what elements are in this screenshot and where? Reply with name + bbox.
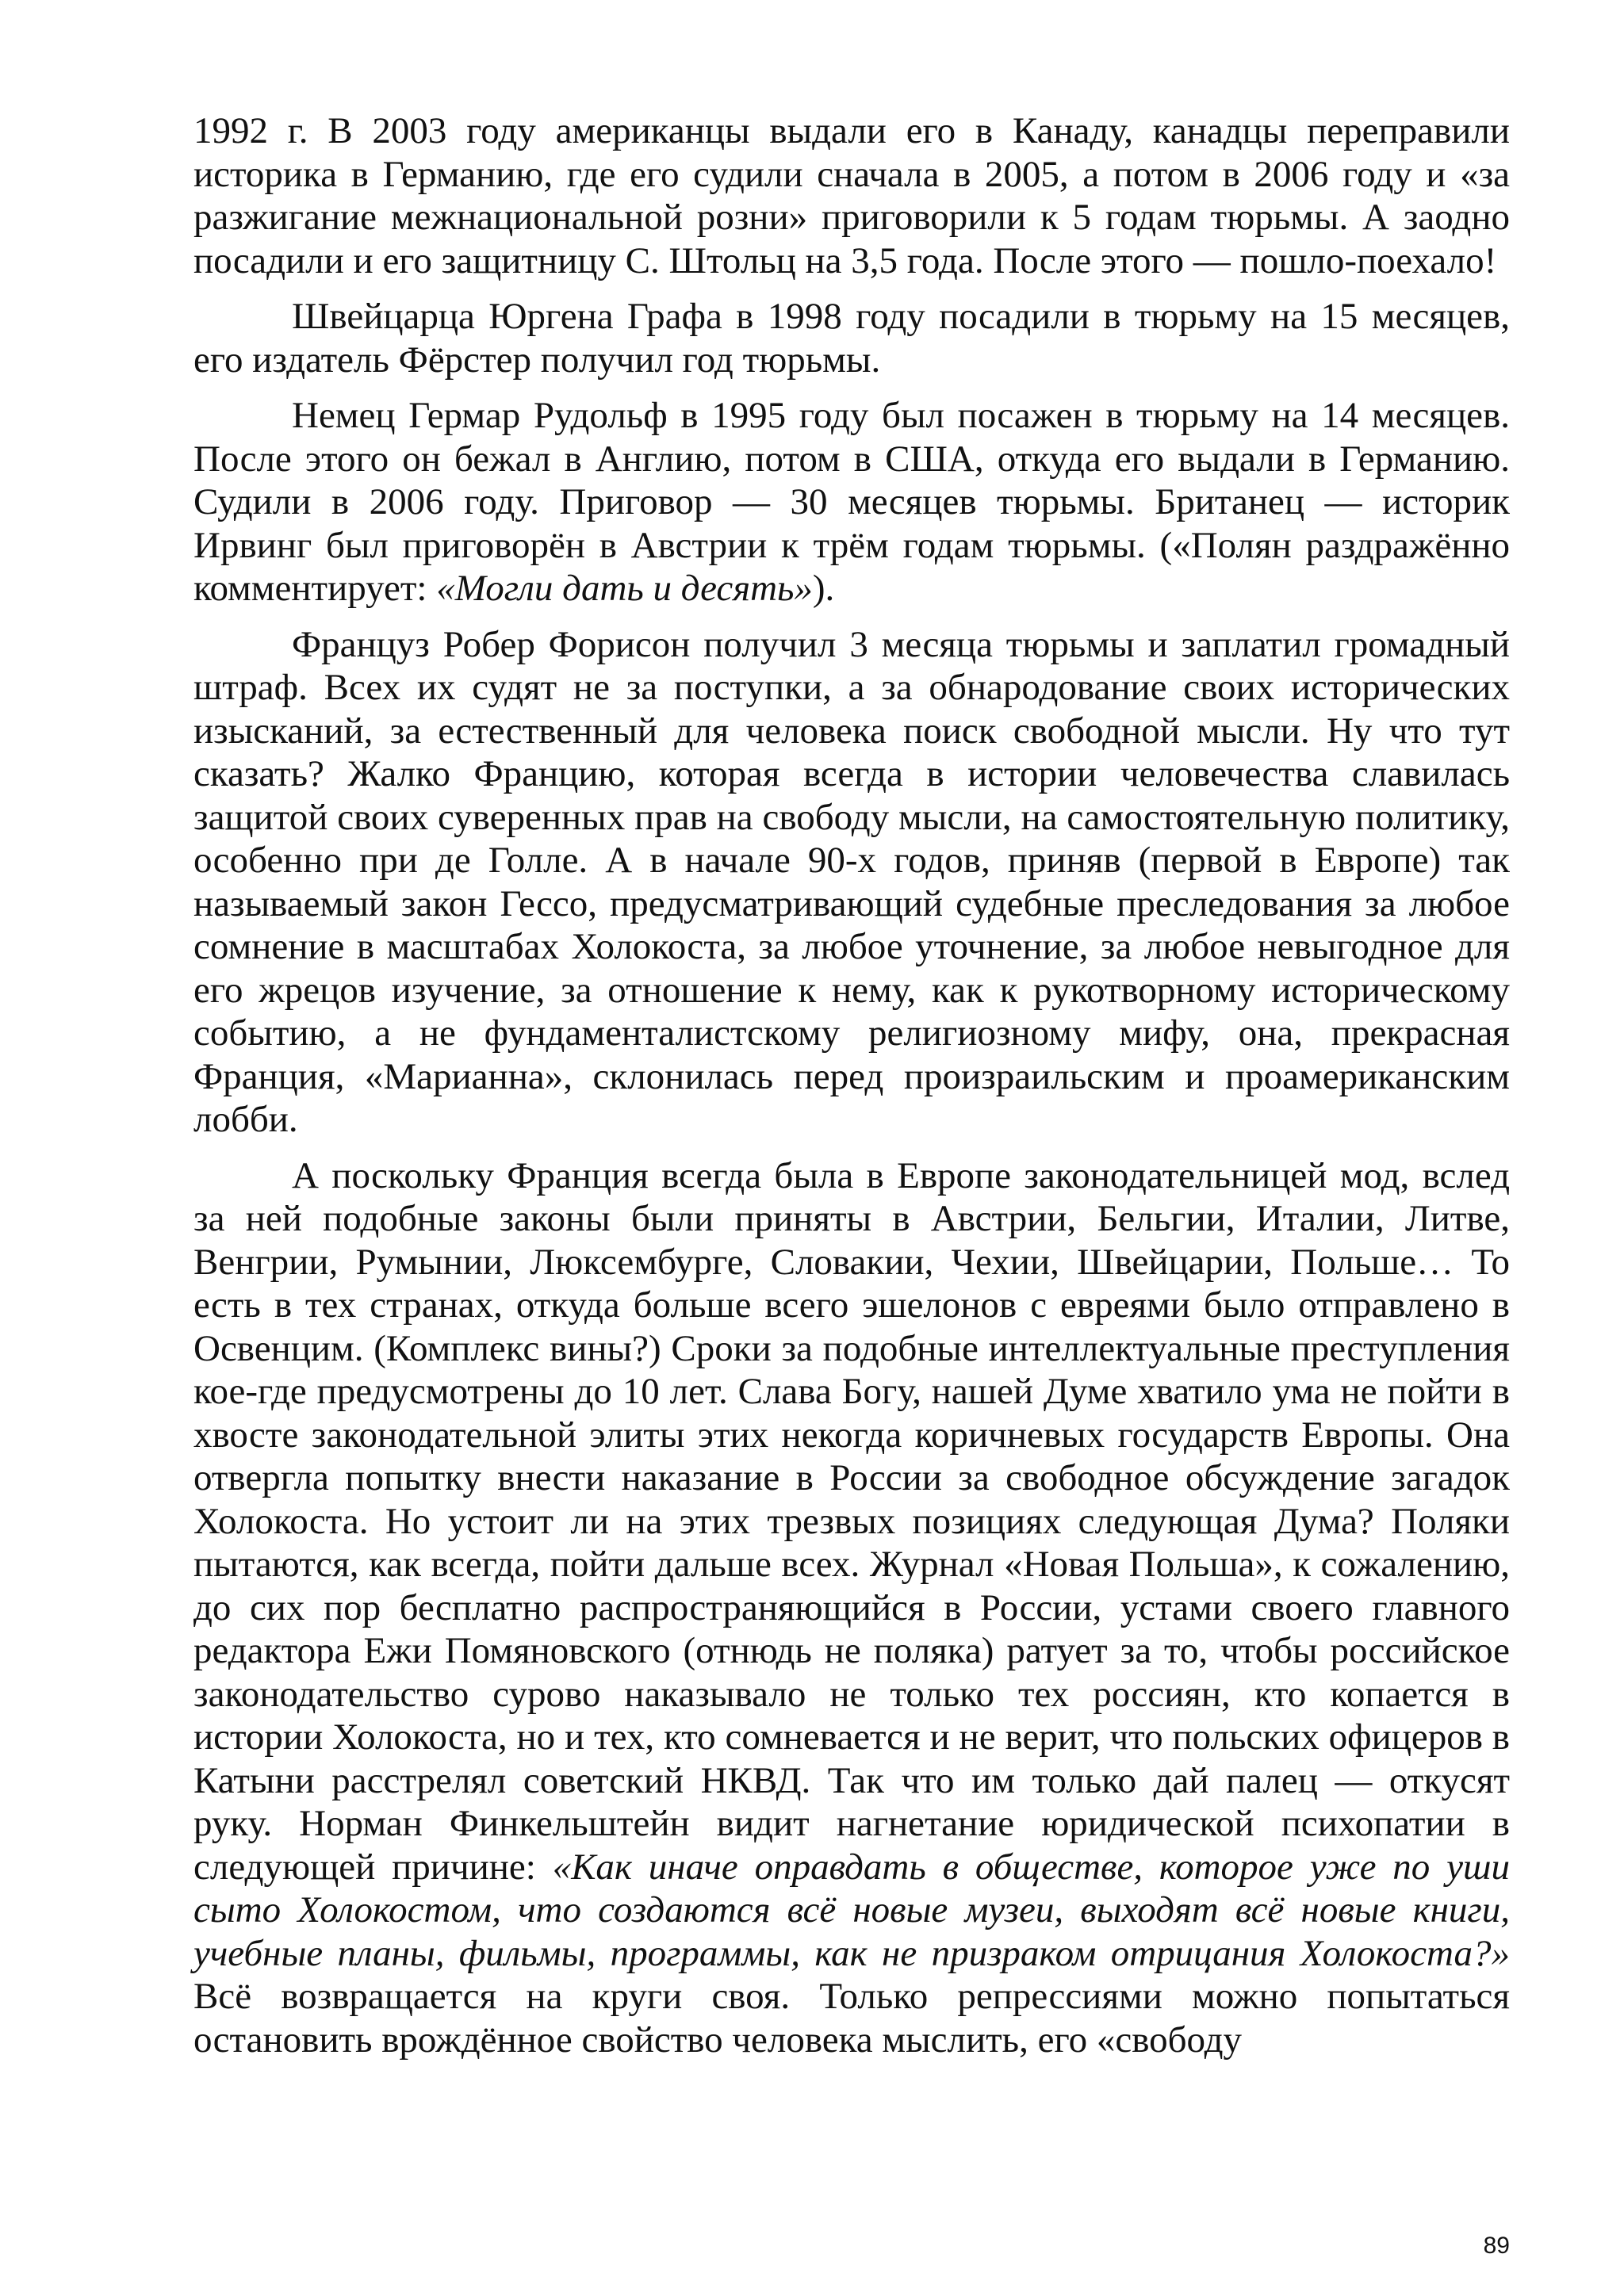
paragraph-5-text-end: Всё возвращается на круги своя. Только репрессиями можно попытаться остановить врождённое свойство человека мыслить, его «свободу xyxy=(193,1976,1510,2061)
paragraph-1: 1992 г. В 2003 году американцы выдали его в Канаду, канадцы переправили историка в Германию, где его судили сначала в 2005, а потом в 2006 году и «за разжигание межнациональной розни» приговорили к 5 годам тюрьмы. А заодно посадили и его защитницу С. Штольц на 3,5 года. После этого — пошло-поехало! xyxy=(193,110,1510,281)
page-number: 89 xyxy=(1483,2233,1510,2259)
paragraph-3 xyxy=(193,394,1510,610)
body-text xyxy=(193,109,1510,2074)
paragraph-5-text: А поскольку Франция всегда была в Европе законодательницей мод, вслед за ней подобные законы были приняты в Австрии, Бельгии, Италии, Литве, Венгрии, Румынии, Люксембурге, Словакии, Чехии, Швейцарии, Польше… То есть в тех странах, откуда больше всего эшелонов с евреями было отправлено в Освенцим. (Комплекс вины?) Сроки за подобные интеллектуальные преступления кое-где предусмотрены до 10 лет. Слава Богу, нашей Думе хватило ума не пойти в хвосте законодательной элиты этих некогда коричневых государств Европы. Она отвергла попытку внести наказание в России за свободное обсуждение загадок Холокоста. Но устоит ли на этих трезвых позициях следующая Дума? Поляки пытаются, как всегда, пойти дальше всех. Журнал «Новая Польша», к сожалению, до сих пор бесплатно распространяющийся в России, устами своего главного редактора Ежи Помяновского (отнюдь не поляка) ратует за то, чтобы российское законодательство сурово наказывало не только тех россиян, кто копается в истории Холокоста, но и тех, кто сомневается и не верит, что польских офицеров в Катыни расстрелял советский НКВД. Так что им только дай палец — откусят руку. Норман Финкельштейн видит нагнетание юридической психопатии в следующей причине: xyxy=(193,1154,1510,1888)
paragraph-3-quote: «Могли дать и десять» xyxy=(436,568,813,609)
paragraph-5 xyxy=(193,1154,1510,2062)
paragraph-3-text: Немец Гермар Рудольф в 1995 году был посажен в тюрьму на 14 месяцев. После этого он бежал в Англию, потом в США, откуда его выдали в Германию. Судили в 2006 году. Приговор — 30 месяцев тюрьмы. Британец — историк Ирвинг был приговорён в Австрии к трём годам тюрьмы. («Полян раздражённо комментирует: xyxy=(193,395,1510,609)
paragraph-5-quote: «Как иначе оправдать в обществе, которое уже по уши сыто Холокостом, что создаются всё новые музеи, выходят всё новые книги, учебные планы, фильмы, программы, как не призраком отрицания Холокоста?» xyxy=(193,1846,1511,1974)
paragraph-3-text-end: ). xyxy=(812,568,835,609)
paragraph-4: Француз Робер Форисон получил 3 месяца тюрьмы и заплатил громадный штраф. Всех их судят не за поступки, а за обнародование своих исторических изысканий, за естественный для человека поиск свободной мысли. Ну что тут сказать? Жалко Францию, которая всегда в истории человечества славилась защитой своих суверенных прав на свободу мысли, на самостоятельную политику, особенно при де Голле. А в начале 90-х годов, приняв (первой в Европе) так называемый закон Гессо, предусматривающий судебные преследования за любое сомнение в масштабах Холокоста, за любое уточнение, за любое невыгодное для его жрецов изучение, за отношение к нему, как к рукотворному историческому событию, а не фундаменталистскому религиозному мифу, она, прекрасная Франция, «Марианна», склонилась перед произраильским и проамериканским лобби. xyxy=(193,623,1510,1140)
paragraph-2: Швейцарца Юргена Графа в 1998 году посадили в тюрьму на 15 месяцев, его издатель Фёрстер получил год тюрьмы. xyxy=(193,296,1510,381)
